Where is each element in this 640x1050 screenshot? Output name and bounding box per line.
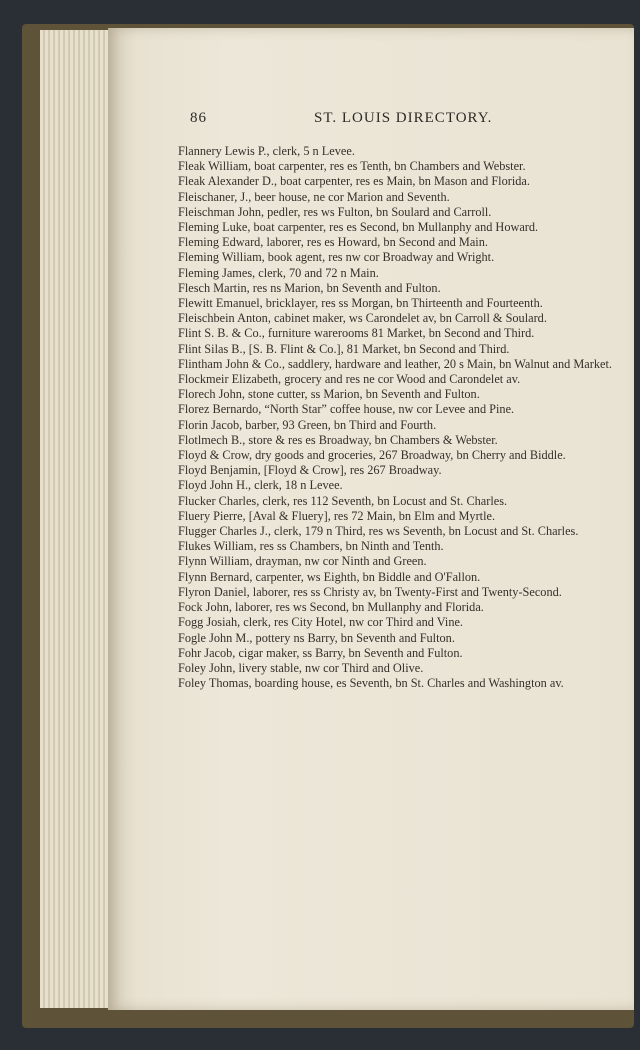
directory-entry: Fluery Pierre, [Aval & Fluery], res 72 Main, bn Elm and Myrtle. — [178, 508, 496, 523]
directory-entry: Flynn Bernard, carpenter, ws Eighth, bn Biddle and O'Fallon. — [178, 569, 481, 584]
directory-entry: Fleischman John, pedler, res ws Fulton, bn Soulard and Carroll. — [178, 204, 492, 219]
directory-entry: Flynn William, drayman, nw cor Ninth and Green. — [178, 554, 427, 569]
directory-entry: Fleak William, boat carpenter, res es Tenth, bn Chambers and Webster. — [178, 159, 526, 174]
directory-entry: Fleischaner, J., beer house, ne cor Marion and Seventh. — [178, 189, 450, 204]
directory-entry: Flesch Martin, res ns Marion, bn Seventh and Fulton. — [178, 280, 441, 295]
directory-entry: Flannery Lewis P., clerk, 5 n Levee. — [178, 144, 355, 158]
directory-entry: Flukes William, res ss Chambers, bn Ninth and Tenth. — [178, 539, 444, 554]
running-title: ST. LOUIS DIRECTORY. — [314, 110, 493, 126]
directory-entry: Fogg Josiah, clerk, res City Hotel, nw cor Third and Vine. — [178, 615, 464, 630]
directory-entry: Flyron Daniel, laborer, res ss Christy av, bn Twenty-First and Twenty-Second. — [178, 584, 562, 599]
directory-entry: Fleming Luke, boat carpenter, res es Second, bn Mullanphy and Howard. — [178, 220, 539, 235]
directory-entry: Flucker Charles, clerk, res 112 Seventh, bn Locust and St. Charles. — [178, 493, 508, 508]
directory-entry: Fogle John M., pottery ns Barry, bn Seventh and Fulton. — [178, 630, 455, 645]
directory-entry: Florin Jacob, barber, 93 Green, bn Third and Fourth. — [178, 417, 437, 432]
directory-entry: Flint S. B. & Co., furniture warerooms 81 Market, bn Second and Third. — [178, 326, 535, 341]
directory-entry: Floyd John H., clerk, 18 n Levee. — [178, 478, 343, 493]
directory-entry: Floyd & Crow, dry goods and groceries, 267 Broadway, bn Cherry and Biddle. — [178, 448, 566, 463]
page-header — [190, 110, 520, 134]
directory-entry: Fleming James, clerk, 70 and 72 n Main. — [178, 265, 379, 280]
directory-entry: Fleak Alexander D., boat carpenter, res es Main, bn Mason and Florida. — [178, 174, 530, 189]
directory-entry: Flint Silas B., [S. B. Flint & Co.], 81 Market, bn Second and Third. — [178, 341, 510, 356]
directory-entry: Florech John, stone cutter, ss Marion, bn Seventh and Fulton. — [178, 387, 480, 402]
directory-entry: Fohr Jacob, cigar maker, ss Barry, bn Seventh and Fulton. — [178, 645, 463, 660]
directory-entry: Flewitt Emanuel, bricklayer, res ss Morgan, bn Thirteenth and Fourteenth. — [178, 296, 543, 311]
directory-entry: Fleming William, book agent, res nw cor Broadway and Wright. — [178, 250, 495, 265]
directory-entry: Flotlmech B., store & res es Broadway, bn Chambers & Webster. — [178, 432, 498, 447]
directory-entry: Flockmeir Elizabeth, grocery and res ne cor Wood and Carondelet av. — [178, 372, 521, 387]
directory-entry: Florez Bernardo, “North Star” coffee house, nw cor Levee and Pine. — [178, 402, 515, 417]
directory-entries — [178, 144, 626, 691]
directory-entry: Flugger Charles J., clerk, 179 n Third, res ws Seventh, bn Locust and St. Charles. — [178, 524, 579, 539]
directory-entry: Flintham John & Co., saddlery, hardware and leather, 20 s Main, bn Walnut and Market. — [178, 356, 612, 371]
directory-entry: Fock John, laborer, res ws Second, bn Mullanphy and Florida. — [178, 600, 484, 615]
directory-entry: Floyd Benjamin, [Floyd & Crow], res 267 Broadway. — [178, 463, 442, 478]
directory-entry: Foley Thomas, boarding house, es Seventh, bn St. Charles and Washington av. — [178, 676, 564, 691]
directory-entry: Foley John, livery stable, nw cor Third and Olive. — [178, 660, 424, 675]
page-number: 86 — [190, 110, 207, 126]
directory-entry: Fleischbein Anton, cabinet maker, ws Carondelet av, bn Carroll & Soulard. — [178, 311, 547, 326]
directory-entry: Fleming Edward, laborer, res es Howard, bn Second and Main. — [178, 235, 488, 250]
